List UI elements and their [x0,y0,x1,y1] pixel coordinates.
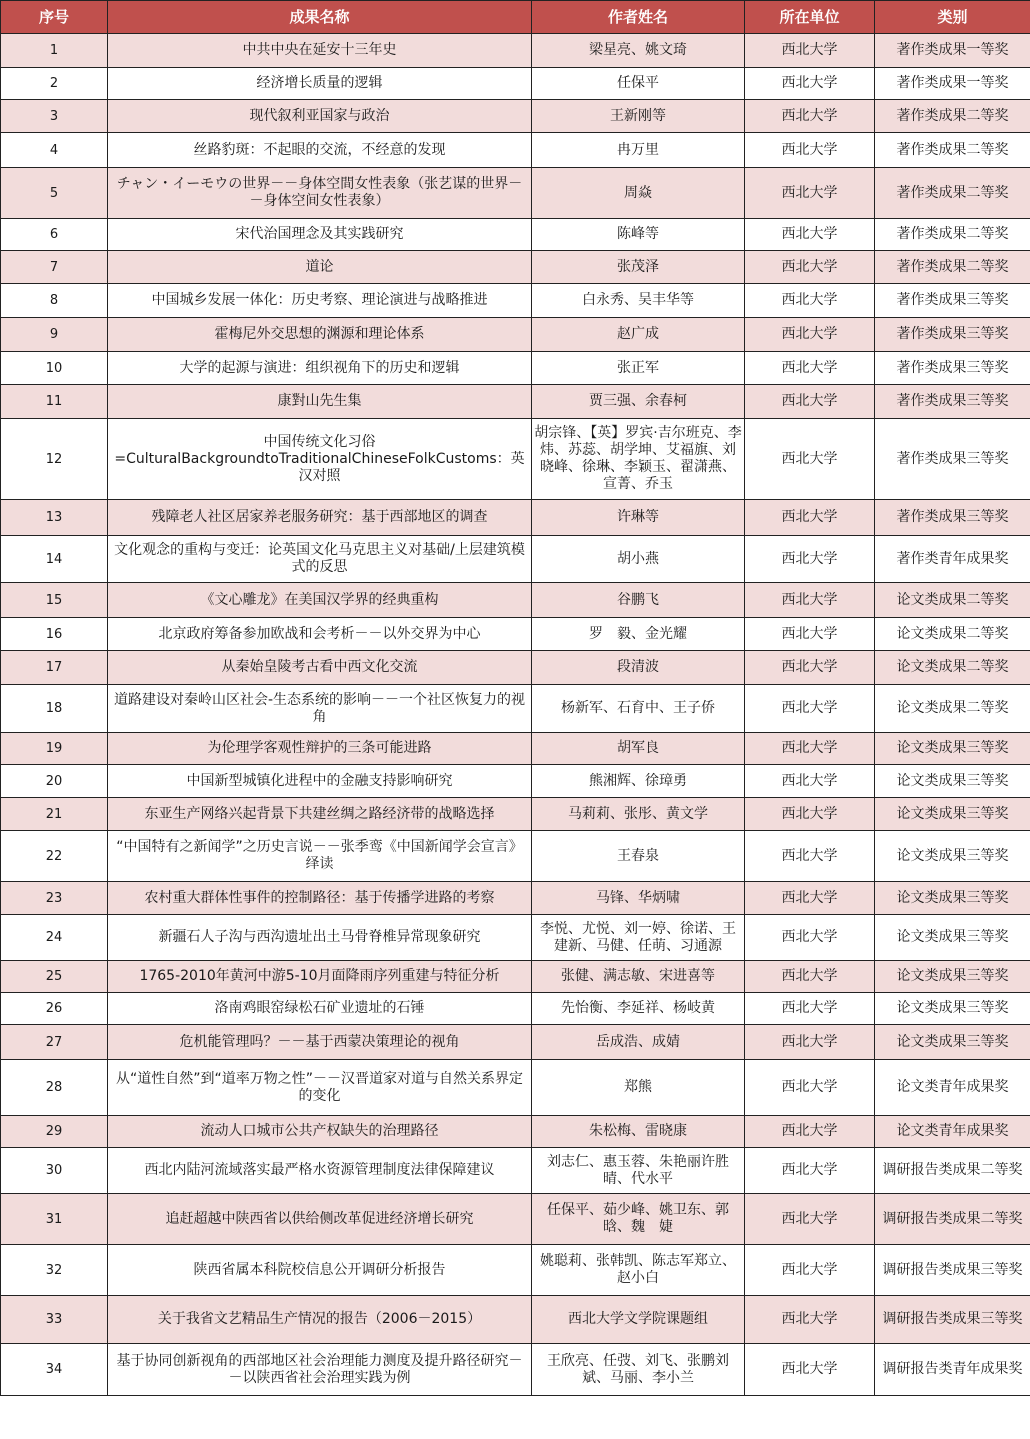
cell-author: 先怡衡、李延祥、杨岐黄 [532,993,745,1025]
cell-title: 农村重大群体性事件的控制路径：基于传播学进路的考察 [108,882,532,915]
cell-no: 9 [1,318,108,352]
table-row [1,765,1030,798]
table-row [1,798,1030,831]
table-row [1,500,1030,536]
cell-author: 杨新军、石育中、王子侨 [532,685,745,733]
cell-author: 罗 毅、金光耀 [532,618,745,651]
cell-no: 20 [1,765,108,798]
cell-author: 任保平、茹少峰、姚卫东、郭晗、魏 婕 [532,1194,745,1245]
cell-title: 道路建设对秦岭山区社会-生态系统的影响－－一个社区恢复力的视角 [108,685,532,733]
table-row [1,133,1030,168]
cell-title: 康對山先生集 [108,385,532,419]
cell-title: 大学的起源与演进：组织视角下的历史和逻辑 [108,352,532,385]
cell-no: 34 [1,1344,108,1396]
header-no: 序号 [1,1,108,34]
cell-author: 王春泉 [532,831,745,882]
header-row [1,1,1030,34]
table-row [1,1116,1030,1148]
cell-author: 李悦、尤悦、刘一婷、徐诺、王建新、马健、任萌、习通源 [532,915,745,961]
cell-no: 33 [1,1296,108,1344]
cell-author: 梁星亮、姚文琦 [532,34,745,68]
table-row [1,733,1030,765]
cell-unit: 西北大学 [745,1060,875,1116]
cell-author: 郑熊 [532,1060,745,1116]
header-title: 成果名称 [108,1,532,34]
cell-title: 中国传统文化习俗=CulturalBackgroundtoTraditionalChineseFolkCustoms：英汉对照 [108,419,532,500]
cell-title: 道论 [108,251,532,284]
cell-title: 为伦理学客观性辩护的三条可能进路 [108,733,532,765]
cell-no: 7 [1,251,108,284]
table-row [1,284,1030,318]
cell-no: 6 [1,219,108,251]
table-row [1,1344,1030,1396]
cell-unit: 西北大学 [745,882,875,915]
cell-category: 著作类成果二等奖 [875,251,1030,284]
cell-unit: 西北大学 [745,1025,875,1060]
cell-author: 朱松梅、雷晓康 [532,1116,745,1148]
cell-title: 宋代治国理念及其实践研究 [108,219,532,251]
cell-title: 霍梅尼外交思想的渊源和理论体系 [108,318,532,352]
cell-author: 白永秀、吴丰华等 [532,284,745,318]
cell-title: 残障老人社区居家养老服务研究：基于西部地区的调查 [108,500,532,536]
table-row [1,385,1030,419]
cell-category: 论文类成果二等奖 [875,651,1030,685]
table-row [1,536,1030,583]
cell-unit: 西北大学 [745,1296,875,1344]
cell-unit: 西北大学 [745,915,875,961]
cell-no: 31 [1,1194,108,1245]
cell-unit: 西北大学 [745,961,875,993]
cell-no: 15 [1,583,108,618]
cell-category: 论文类成果二等奖 [875,685,1030,733]
cell-title: 关于我省文艺精品生产情况的报告（2006－2015） [108,1296,532,1344]
cell-author: 谷鹏飞 [532,583,745,618]
cell-unit: 西北大学 [745,536,875,583]
cell-no: 23 [1,882,108,915]
table-row [1,419,1030,500]
cell-author: 任保平 [532,68,745,100]
header-unit: 所在单位 [745,1,875,34]
cell-category: 著作类成果二等奖 [875,219,1030,251]
cell-no: 28 [1,1060,108,1116]
cell-author: 刘志仁、惠玉蓉、朱艳丽许胜晴、代水平 [532,1148,745,1194]
cell-no: 22 [1,831,108,882]
cell-unit: 西北大学 [745,500,875,536]
cell-unit: 西北大学 [745,1245,875,1296]
cell-author: 马锋、华炳啸 [532,882,745,915]
table-row [1,34,1030,68]
cell-title: 从“道性自然”到“道率万物之性”－－汉晋道家对道与自然关系界定的变化 [108,1060,532,1116]
table-row [1,219,1030,251]
cell-no: 14 [1,536,108,583]
table-row [1,961,1030,993]
cell-category: 调研报告类成果三等奖 [875,1245,1030,1296]
cell-unit: 西北大学 [745,385,875,419]
cell-title: 中国城乡发展一体化：历史考察、理论演进与战略推进 [108,284,532,318]
table-row [1,882,1030,915]
cell-category: 论文类成果三等奖 [875,733,1030,765]
table-row [1,993,1030,1025]
cell-no: 13 [1,500,108,536]
cell-author: 熊湘辉、徐璋勇 [532,765,745,798]
cell-no: 10 [1,352,108,385]
cell-unit: 西北大学 [745,651,875,685]
cell-title: 追赶超越中陕西省以供给侧改革促进经济增长研究 [108,1194,532,1245]
table-row [1,1025,1030,1060]
cell-title: 《文心雕龙》在美国汉学界的经典重构 [108,583,532,618]
cell-title: 中共中央在延安十三年史 [108,34,532,68]
cell-unit: 西北大学 [745,34,875,68]
cell-author: 岳成浩、成婧 [532,1025,745,1060]
cell-no: 18 [1,685,108,733]
cell-category: 调研报告类成果二等奖 [875,1194,1030,1245]
cell-category: 论文类成果三等奖 [875,1025,1030,1060]
cell-title: 从秦始皇陵考古看中西文化交流 [108,651,532,685]
cell-no: 5 [1,168,108,219]
cell-category: 调研报告类成果二等奖 [875,1148,1030,1194]
cell-author: 许琳等 [532,500,745,536]
cell-category: 论文类成果三等奖 [875,882,1030,915]
cell-no: 16 [1,618,108,651]
table-row [1,1245,1030,1296]
cell-title: 基于协同创新视角的西部地区社会治理能力测度及提升路径研究－－以陕西省社会治理实践为例 [108,1344,532,1396]
cell-unit: 西北大学 [745,733,875,765]
cell-category: 著作类成果三等奖 [875,318,1030,352]
cell-no: 3 [1,100,108,133]
cell-unit: 西北大学 [745,765,875,798]
cell-title: 洛南鸡眼窑绿松石矿业遗址的石锤 [108,993,532,1025]
cell-no: 11 [1,385,108,419]
cell-category: 著作类青年成果奖 [875,536,1030,583]
table-row [1,168,1030,219]
cell-unit: 西北大学 [745,133,875,168]
cell-author: 王新刚等 [532,100,745,133]
cell-author: 贾三强、余春柯 [532,385,745,419]
cell-no: 27 [1,1025,108,1060]
cell-no: 29 [1,1116,108,1148]
cell-no: 21 [1,798,108,831]
cell-no: 2 [1,68,108,100]
cell-category: 著作类成果三等奖 [875,284,1030,318]
cell-title: 1765-2010年黄河中游5-10月面降雨序列重建与特征分析 [108,961,532,993]
cell-category: 著作类成果一等奖 [875,68,1030,100]
table-row [1,685,1030,733]
cell-unit: 西北大学 [745,685,875,733]
table-row [1,352,1030,385]
cell-title: 中国新型城镇化进程中的金融支持影响研究 [108,765,532,798]
cell-category: 著作类成果三等奖 [875,352,1030,385]
cell-no: 19 [1,733,108,765]
cell-no: 12 [1,419,108,500]
cell-title: 北京政府筹备参加欧战和会考析－－以外交界为中心 [108,618,532,651]
cell-author: 王欣亮、任弢、刘飞、张鹏刘斌、马丽、李小兰 [532,1344,745,1396]
cell-author: 马莉莉、张彤、黄文学 [532,798,745,831]
cell-title: 危机能管理吗？－－基于西蒙决策理论的视角 [108,1025,532,1060]
cell-category: 调研报告类青年成果奖 [875,1344,1030,1396]
cell-unit: 西北大学 [745,583,875,618]
cell-category: 著作类成果三等奖 [875,419,1030,500]
cell-no: 30 [1,1148,108,1194]
header-category: 类别 [875,1,1030,34]
cell-unit: 西北大学 [745,352,875,385]
cell-author: 姚聪莉、张韩凯、陈志军郑立、赵小白 [532,1245,745,1296]
cell-title: 西北内陆河流域落实最严格水资源管理制度法律保障建议 [108,1148,532,1194]
table-row [1,318,1030,352]
cell-no: 32 [1,1245,108,1296]
table-body [1,34,1030,1396]
cell-no: 1 [1,34,108,68]
cell-category: 著作类成果一等奖 [875,34,1030,68]
cell-category: 论文类成果三等奖 [875,765,1030,798]
cell-title: 新疆石人子沟与西沟遗址出土马骨脊椎异常现象研究 [108,915,532,961]
cell-category: 论文类成果二等奖 [875,618,1030,651]
cell-unit: 西北大学 [745,993,875,1025]
cell-category: 论文类成果三等奖 [875,831,1030,882]
table-row [1,100,1030,133]
cell-no: 24 [1,915,108,961]
cell-author: 赵广成 [532,318,745,352]
cell-category: 论文类成果三等奖 [875,993,1030,1025]
cell-category: 著作类成果二等奖 [875,100,1030,133]
cell-author: 陈峰等 [532,219,745,251]
cell-author: 周焱 [532,168,745,219]
cell-unit: 西北大学 [745,419,875,500]
cell-unit: 西北大学 [745,831,875,882]
table-row [1,1148,1030,1194]
cell-category: 调研报告类成果三等奖 [875,1296,1030,1344]
cell-no: 25 [1,961,108,993]
cell-unit: 西北大学 [745,68,875,100]
cell-unit: 西北大学 [745,798,875,831]
cell-author: 张茂泽 [532,251,745,284]
cell-title: 现代叙利亚国家与政治 [108,100,532,133]
cell-title: 丝路豹斑：不起眼的交流，不经意的发现 [108,133,532,168]
cell-title: 流动人口城市公共产权缺失的治理路径 [108,1116,532,1148]
table-row [1,651,1030,685]
cell-unit: 西北大学 [745,318,875,352]
cell-unit: 西北大学 [745,1116,875,1148]
cell-category: 论文类成果三等奖 [875,961,1030,993]
table-row [1,1060,1030,1116]
cell-unit: 西北大学 [745,1148,875,1194]
cell-category: 著作类成果二等奖 [875,133,1030,168]
cell-title: 文化观念的重构与变迁：论英国文化马克思主义对基础/上层建筑模式的反思 [108,536,532,583]
cell-category: 论文类青年成果奖 [875,1060,1030,1116]
cell-no: 4 [1,133,108,168]
cell-category: 著作类成果三等奖 [875,385,1030,419]
table-row [1,583,1030,618]
cell-unit: 西北大学 [745,1194,875,1245]
cell-unit: 西北大学 [745,1344,875,1396]
table-row [1,1296,1030,1344]
cell-unit: 西北大学 [745,219,875,251]
cell-title: チャン・イーモウの世界－－身体空間女性表象（张艺谋的世界－－身体空间女性表象） [108,168,532,219]
table-row [1,68,1030,100]
cell-author: 胡军良 [532,733,745,765]
cell-category: 论文类成果二等奖 [875,583,1030,618]
cell-unit: 西北大学 [745,251,875,284]
cell-title: “中国特有之新闻学”之历史言说－－张季鸾《中国新闻学会宣言》绎读 [108,831,532,882]
cell-author: 段清波 [532,651,745,685]
table-row [1,1194,1030,1245]
cell-unit: 西北大学 [745,618,875,651]
cell-author: 西北大学文学院课题组 [532,1296,745,1344]
table-row [1,251,1030,284]
cell-category: 著作类成果三等奖 [875,500,1030,536]
cell-author: 胡宗锋、【英】罗宾·吉尔班克、李炜、苏蕊、胡学坤、艾福旗、刘晓峰、徐琳、李颖玉、翟潇燕、宣菁、乔玉 [532,419,745,500]
cell-unit: 西北大学 [745,168,875,219]
cell-unit: 西北大学 [745,284,875,318]
table-row [1,831,1030,882]
cell-author: 张正军 [532,352,745,385]
table-row [1,915,1030,961]
cell-category: 著作类成果二等奖 [875,168,1030,219]
cell-category: 论文类成果三等奖 [875,798,1030,831]
cell-title: 经济增长质量的逻辑 [108,68,532,100]
table-row [1,618,1030,651]
cell-title: 陕西省属本科院校信息公开调研分析报告 [108,1245,532,1296]
cell-category: 论文类青年成果奖 [875,1116,1030,1148]
cell-unit: 西北大学 [745,100,875,133]
cell-author: 冉万里 [532,133,745,168]
cell-author: 张健、满志敏、宋进喜等 [532,961,745,993]
header-author: 作者姓名 [532,1,745,34]
cell-no: 26 [1,993,108,1025]
cell-category: 论文类成果三等奖 [875,915,1030,961]
cell-author: 胡小燕 [532,536,745,583]
cell-no: 8 [1,284,108,318]
cell-title: 东亚生产网络兴起背景下共建丝绸之路经济带的战略选择 [108,798,532,831]
cell-no: 17 [1,651,108,685]
